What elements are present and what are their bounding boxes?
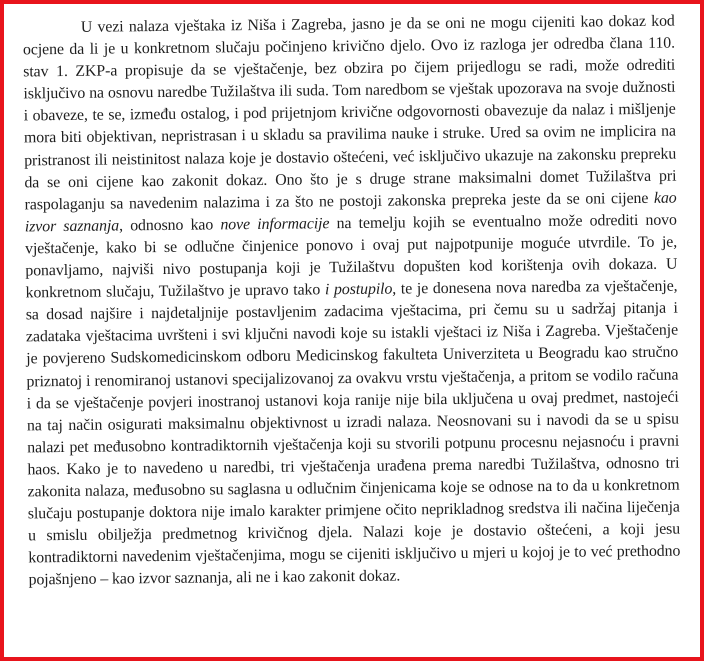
text-segment: , odnosno kao (118, 216, 221, 235)
italic-phrase-nove-informacije: nove informacije (220, 215, 330, 234)
italic-phrase-i-postupilo: i postupilo (324, 280, 393, 299)
italic-phrase-izvor-saznanja: kao izvor saznanja (24, 189, 677, 236)
text-segment: U vezi nalaza vještaka iz Niša i Zagreba, jasno je da se oni ne mogu cijeniti kao dokaz kod ocjene da li je u konkretnom slučaju počinjeno krivično djelo. Ovo iz razloga jer odredba člana 110. stav 1. ZKP-a propisuje da se vještačenje, bez obzira po čijem prijedlogu se radi, može odrediti isključivo na osnovu naredbe Tužilaštva ili suda. Tom naredbom se vještak upozorava na svoje dužnosti i obaveze, te se, između ostalog, i pod prijetnjom krivične odgovornosti obavezuje da nalaz i mišljenje mora biti objektivan, nepristrasan i u skladu sa pravilima nauke i struke. Ured sa ovim ne implicira na pristranost ili neistinitost nalaza koje je dostavio oštećeni, već isključivo ukazuje na zakonsku prepreku da se oni cijene kao zakonit dokaz. Ono što je s druge strane maksimalni domet Tužilaštva pri raspolaganju sa navedenim nalazima i za što ne postoji zakonska prepreka jeste da se oni cijene (22, 12, 677, 214)
text-segment: na temelju kojih se eventualno može odrediti novo vještačenje, kako bi se odlučne činjenice ponovo i ovaj put najpotpunije moguće utvrdile. To je, ponavljamo, najviši nivo postupanja koji je Tužilaštvu dopušten kod korištenja ovih dokaza. U konkretnom slučaju, Tužilaštvo je upravo tako (25, 211, 678, 302)
document-paragraph (23, 11, 681, 592)
text-segment: , te je donesena nova naredba za vještačenje, sa dosad najšire i najdetaljnije postavljenim zadacima vještacima, pri čemu su u sadržaj pitanja i zadataka vještacima uvršteni i svi ključni navodi koje su istakli vještaci iz Niša i Zagreba. Vještačenje je povjereno Sudskomedicinskom odboru Medicinskog fakulteta Univerziteta u Beogradu kao stručno priznatoj i renomiranoj ustanovi specijalizovanoj za ovakvu vrstu vještačenja, a pritom se vodilo računa i da se vještačenje povjeri inostranoj ustanovi koja ranije nije bila uključena u ovaj predmet, nastojeći na taj način osigurati maksimalnu objektivnost u izradi nalaza. Neosnovani su i navodi da se u spisu nalazi pet međusobno kontradiktornih vještačenja koji su stvorili potpunu procesnu nejasnoću i pravni haos. Kako je to navedeno u naredbi, tri vještačenja urađena prema naredbi Tužilaštva, odnosno tri zakonita nalaza, međusobno su saglasna u odlučnim činjenicama koje se odnose na to da u konkretnom slučaju postupanje doktora nije imalo karakter primjene očito neprikladnog sredstva ili načina liječenja u smislu obilježja predmetnog krivičnog djela. Nalazi koje je dostavio oštećeni, a koji jesu kontradiktorni navedenim vještačenjima, mogu se cijeniti isključivo u mjeri u kojoj je to već prethodno pojašnjeno – kao izvor saznanja, ali ne i kao zakonit dokaz. (25, 277, 681, 589)
scanned-document-page (23, 11, 682, 658)
